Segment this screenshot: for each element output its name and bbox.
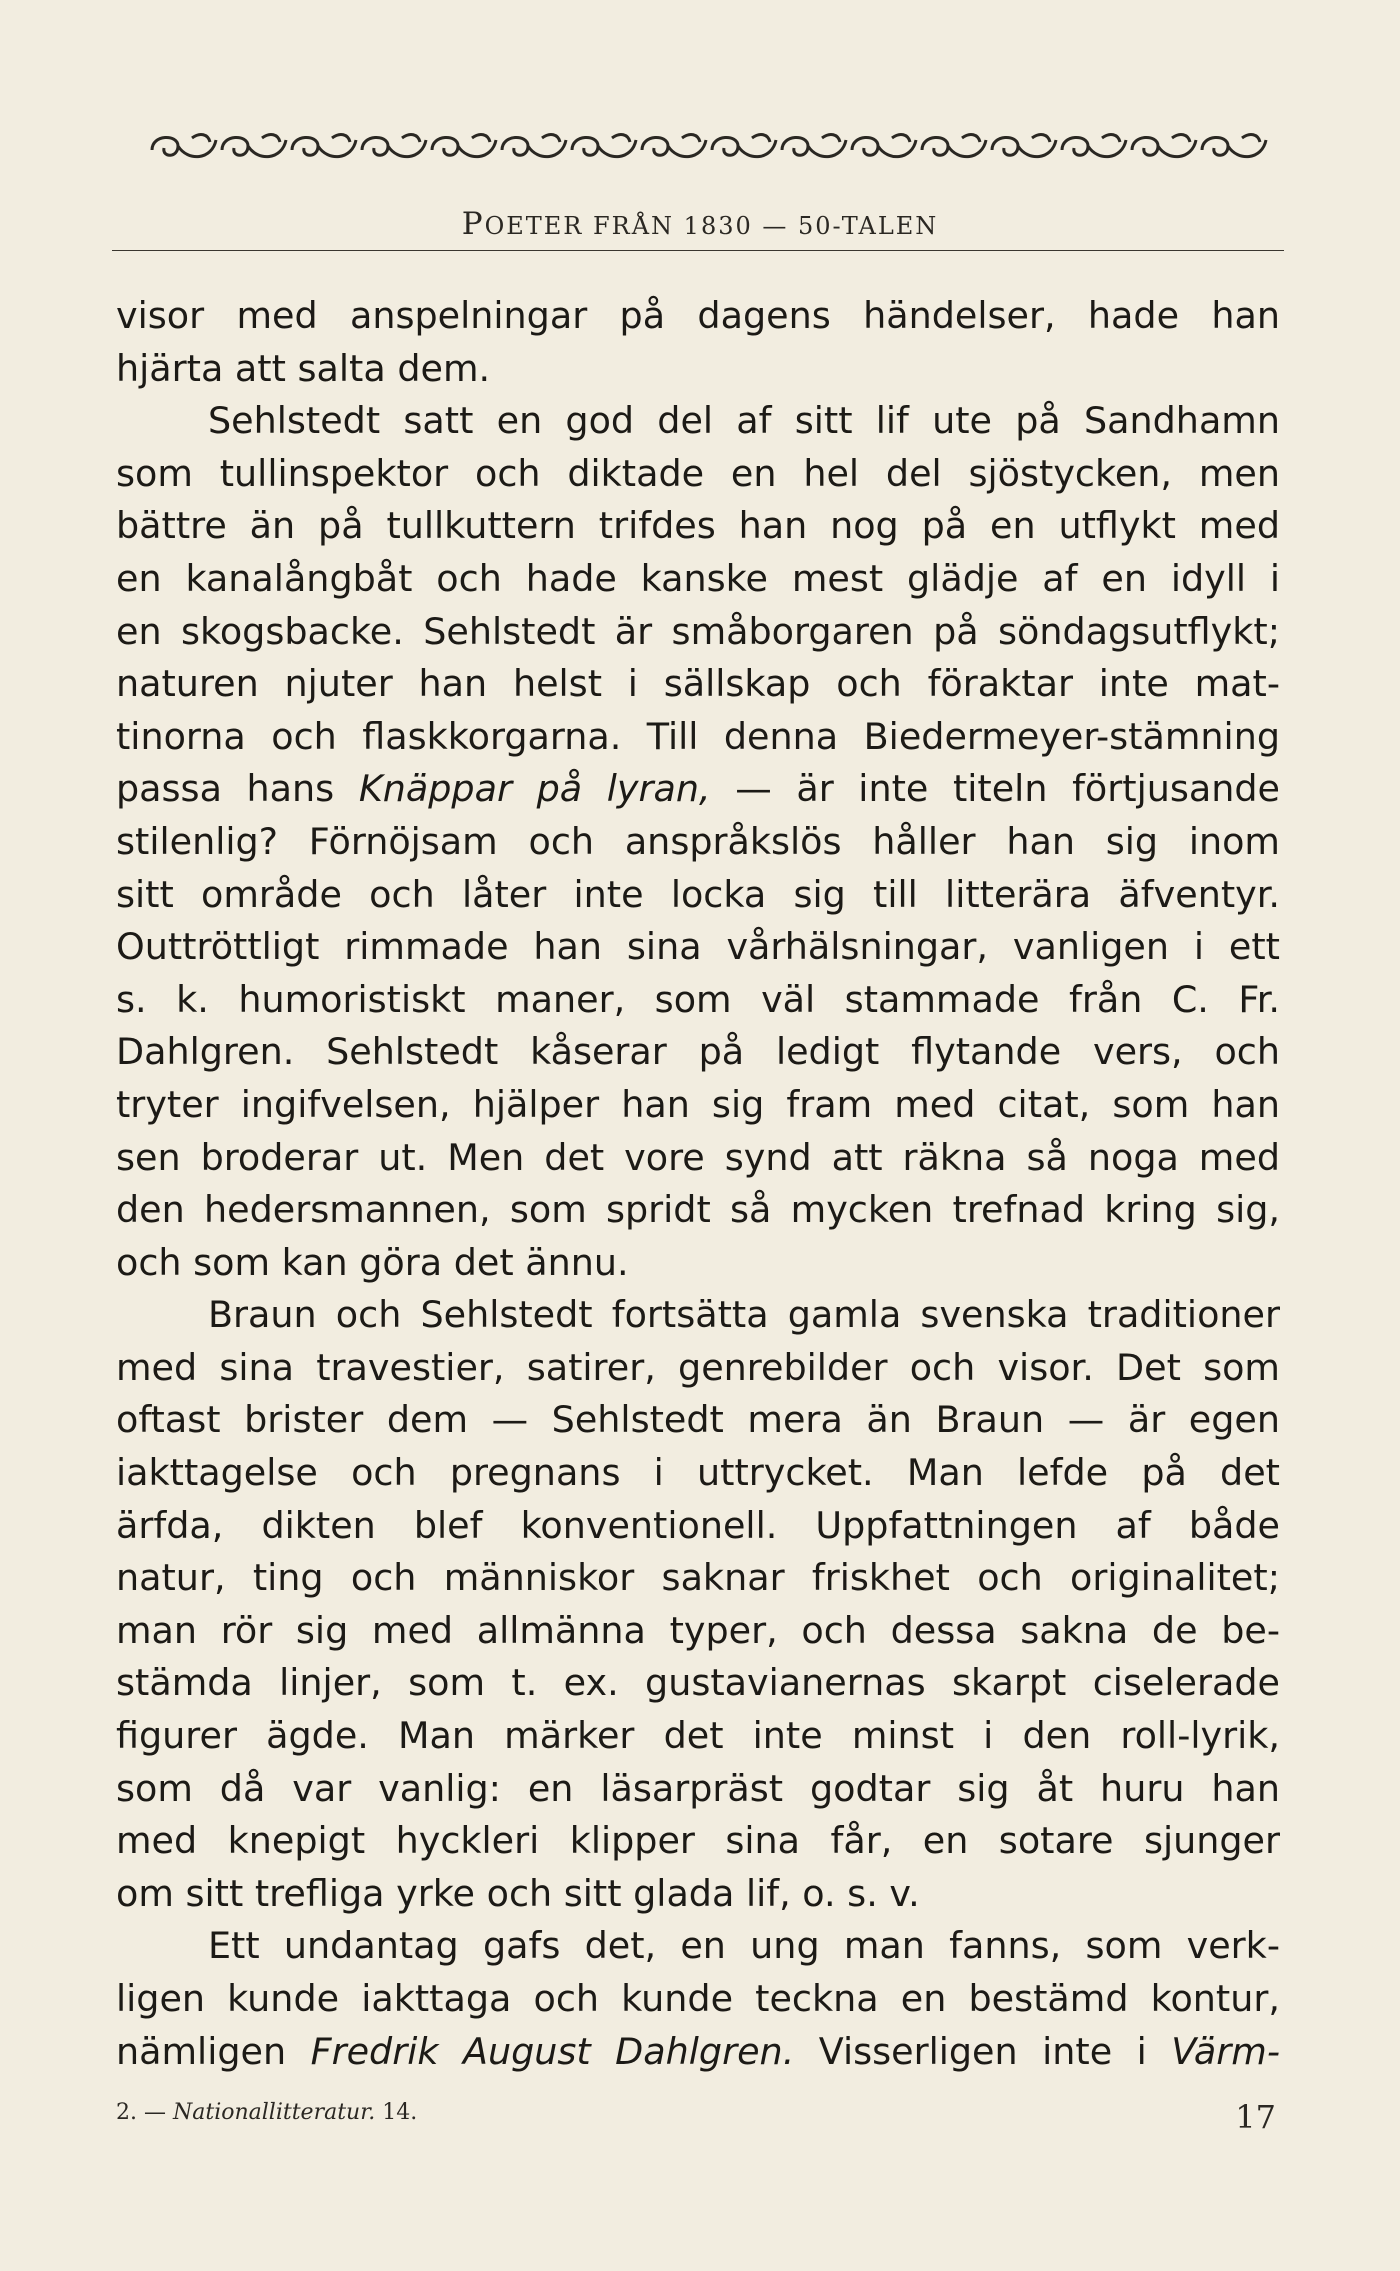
- text-segment: Visserligen inte i: [794, 2029, 1172, 2073]
- text-line: stilenlig? Förnöjsam och anspråkslös håller han sig inom: [116, 819, 1280, 863]
- text-line: figurer ägde. Man märker det inte minst i den roll-lyrik,: [116, 1714, 1280, 1758]
- ornament-scroll: [1132, 135, 1196, 157]
- ornament-scroll: [1062, 135, 1126, 157]
- signature-series: Nationallitteratur.: [172, 2100, 376, 2125]
- text-line: och som kan göra det ännu.: [116, 1240, 629, 1284]
- text-line: Ett undantag gafs det, en ung man fanns, som verk-: [208, 1924, 1280, 1968]
- ornament-scroll: [852, 135, 916, 157]
- text-line: om sitt trefliga yrke och sitt glada lif, o. s. v.: [116, 1871, 920, 1915]
- italic-name: Fredrik August Dahlgren.: [310, 2029, 795, 2073]
- italic-word: Värm-: [1171, 2029, 1280, 2073]
- text-line: ärfda, dikten blef konventionell. Uppfattningen af både: [116, 1503, 1280, 1547]
- text-line: som då var vanlig: en läsarpräst godtar sig åt huru han: [116, 1766, 1280, 1810]
- ornament-scroll: [572, 135, 636, 157]
- ornament-scroll: [152, 135, 216, 157]
- ornamental-border-icon: [148, 128, 1268, 168]
- ornament-scroll: [712, 135, 776, 157]
- text-segment: nämligen: [116, 2029, 311, 2073]
- text-line-mixed: [116, 763, 1280, 816]
- text-line: stämda linjer, som t. ex. gustavianernas skarpt ciselerade: [116, 1661, 1280, 1705]
- text-segment: passa hans: [116, 767, 359, 811]
- text-line: bättre än på tullkuttern trifdes han nog på en utflykt med: [116, 504, 1280, 548]
- text-line: s. k. humoristiskt maner, som väl stammade från C. Fr.: [116, 977, 1280, 1021]
- text-line: tryter ingifvelsen, hjälper han sig fram med citat, som han: [116, 1082, 1280, 1126]
- text-line: Sehlstedt satt en god del af sitt lif ute på Sandhamn: [208, 399, 1280, 443]
- signature-prefix: 2. —: [116, 2100, 173, 2125]
- ornament-scroll: [222, 135, 286, 157]
- text-line: visor med anspelningar på dagens händelser, hade han: [116, 294, 1280, 337]
- text-line: med knepigt hyckleri klipper sina får, en sotare sjunger: [116, 1819, 1280, 1863]
- text-line: sen broderar ut. Men det vore synd att räkna så noga med: [116, 1135, 1280, 1179]
- text-line: en kanalångbåt och hade kanske mest glädje af en idyll i: [116, 556, 1280, 600]
- signature-mark: [116, 2100, 417, 2125]
- running-head: [0, 206, 1400, 242]
- ornament-scroll: [642, 135, 706, 157]
- text-line: Braun och Sehlstedt fortsätta gamla svenska traditioner: [208, 1293, 1280, 1337]
- text-line: hjärta att salta dem.: [116, 346, 491, 390]
- signature-suffix: 14.: [375, 2100, 418, 2125]
- text-line: en skogsbacke. Sehlstedt är småborgaren på söndagsutflykt;: [116, 609, 1280, 653]
- ornament-scroll: [992, 135, 1056, 157]
- running-head-initial: P: [461, 206, 485, 242]
- text-line: med sina travestier, satirer, genrebilder och visor. Det som: [116, 1345, 1280, 1389]
- ornament-scroll: [362, 135, 426, 157]
- text-line: tinorna och flaskkorgarna. Till denna Biedermeyer-stämning: [116, 714, 1280, 758]
- text-line: Dahlgren. Sehlstedt kåserar på ledigt flytande vers, och: [116, 1030, 1280, 1074]
- text-line: iakttagelse och pregnans i uttrycket. Man lefde på det: [116, 1451, 1280, 1495]
- ornament-scroll: [432, 135, 496, 157]
- text-line: ligen kunde iakttaga och kunde teckna en bestämd kontur,: [116, 1977, 1280, 2020]
- page-number: 17: [1235, 2098, 1276, 2136]
- text-line: natur, ting och människor saknar friskhet och originalitet;: [116, 1556, 1280, 1600]
- body-text: [116, 290, 1280, 2078]
- italic-title: Knäppar på lyran,: [358, 767, 711, 811]
- ornament-scroll: [502, 135, 566, 157]
- text-line: Outtröttligt rimmade han sina vårhälsningar, vanligen i ett: [116, 925, 1280, 969]
- ornament-scroll: [782, 135, 846, 157]
- text-line: oftast brister dem — Sehlstedt mera än Braun — är egen: [116, 1398, 1280, 1442]
- header-rule: [112, 250, 1284, 251]
- ornament-scroll: [1202, 135, 1266, 157]
- text-line: som tullinspektor och diktade en hel del sjöstycken, men: [116, 451, 1280, 495]
- text-line: sitt område och låter inte locka sig till litterära äfventyr.: [116, 872, 1280, 916]
- running-head-rest: OETER FRÅN 1830 — 50-TALEN: [484, 212, 939, 240]
- ornament-scroll: [292, 135, 356, 157]
- text-line: den hedersmannen, som spridt så mycken trefnad kring sig,: [116, 1188, 1280, 1232]
- ornament-scroll: [922, 135, 986, 157]
- text-segment: — är inte titeln förtjusande: [710, 767, 1280, 811]
- text-line: man rör sig med allmänna typer, och dessa sakna de be-: [116, 1608, 1280, 1652]
- text-line-mixed: [116, 2026, 1280, 2079]
- text-line: naturen njuter han helst i sällskap och föraktar inte mat-: [116, 662, 1280, 706]
